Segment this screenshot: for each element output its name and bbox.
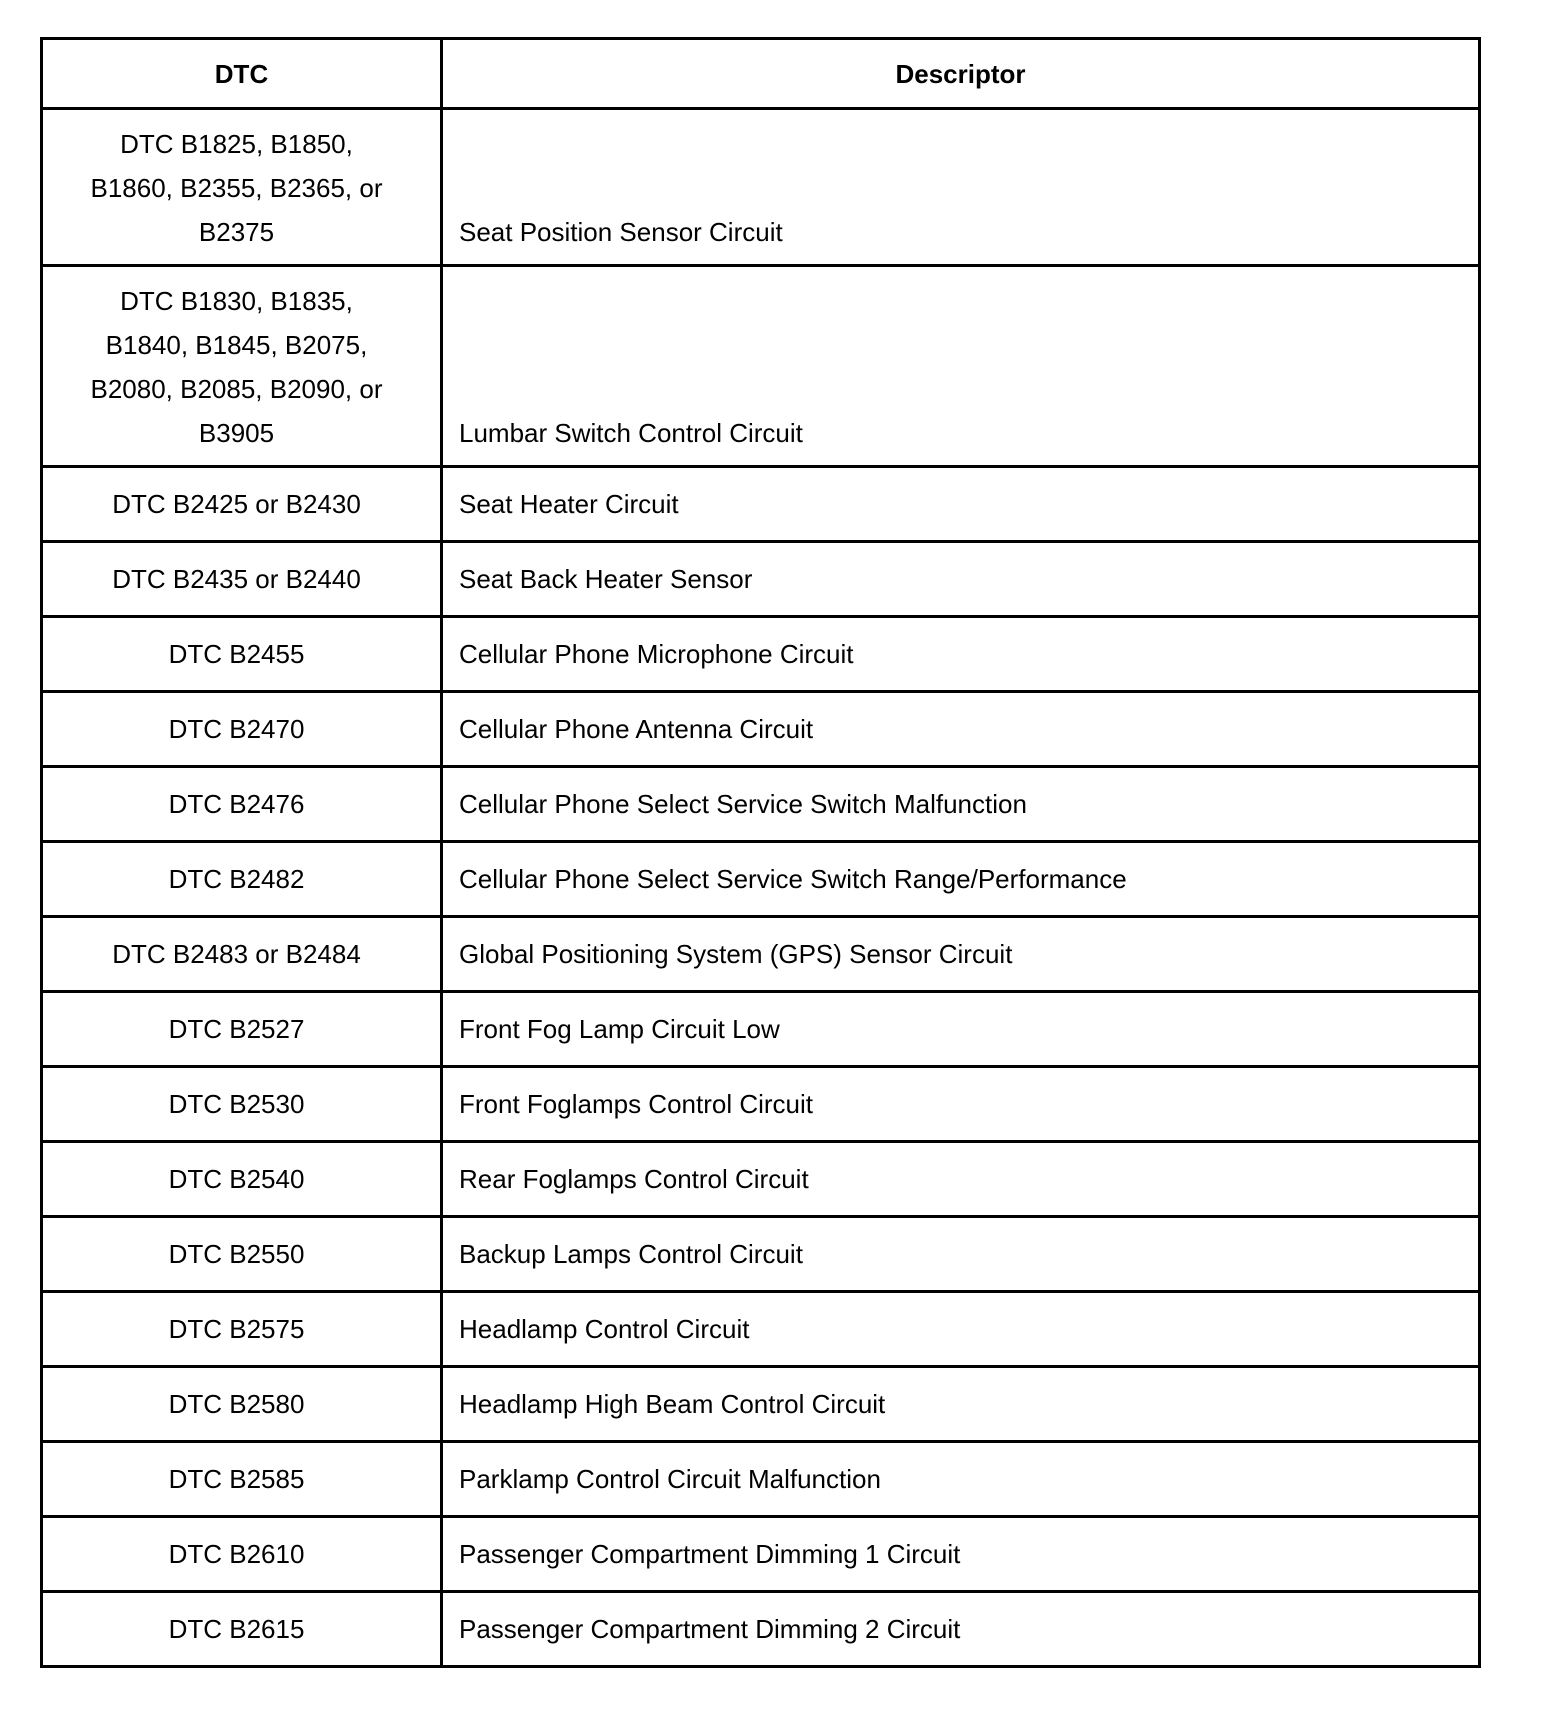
dtc-code-text: DTC B1825, B1850, bbox=[120, 129, 353, 159]
dtc-code-text: DTC B2615 bbox=[168, 1614, 305, 1644]
descriptor-cell: Global Positioning System (GPS) Sensor Circuit bbox=[442, 917, 1480, 992]
table-row bbox=[42, 842, 1480, 917]
dtc-code-text: DTC B2530 bbox=[168, 1089, 305, 1119]
dtc-cell bbox=[42, 109, 442, 266]
dtc-code-text: DTC B2455 bbox=[168, 639, 305, 669]
table-row bbox=[42, 1142, 1480, 1217]
dtc-cell bbox=[42, 1367, 442, 1442]
descriptor-cell: Cellular Phone Microphone Circuit bbox=[442, 617, 1480, 692]
table-row bbox=[42, 109, 1480, 266]
descriptor-cell: Headlamp High Beam Control Circuit bbox=[442, 1367, 1480, 1442]
descriptor-cell: Lumbar Switch Control Circuit bbox=[442, 266, 1480, 467]
dtc-code-text: DTC B2425 or B2430 bbox=[112, 489, 361, 519]
dtc-code-text: B1840, B1845, B2075, bbox=[105, 330, 368, 360]
table-row bbox=[42, 767, 1480, 842]
table-row bbox=[42, 542, 1480, 617]
dtc-code-text: DTC B2527 bbox=[168, 1014, 305, 1044]
dtc-code-text: DTC B2540 bbox=[168, 1164, 305, 1194]
dtc-cell bbox=[42, 467, 442, 542]
table-row bbox=[42, 917, 1480, 992]
dtc-code-text: DTC B2483 or B2484 bbox=[112, 939, 361, 969]
descriptor-cell: Front Foglamps Control Circuit bbox=[442, 1067, 1480, 1142]
dtc-cell bbox=[42, 1517, 442, 1592]
table-row bbox=[42, 1217, 1480, 1292]
dtc-cell bbox=[42, 842, 442, 917]
dtc-code-text: DTC B2610 bbox=[168, 1539, 305, 1569]
dtc-code-text: B3905 bbox=[198, 418, 275, 448]
table-header-row bbox=[42, 39, 1480, 109]
descriptor-cell: Rear Foglamps Control Circuit bbox=[442, 1142, 1480, 1217]
descriptor-cell: Seat Position Sensor Circuit bbox=[442, 109, 1480, 266]
table-row bbox=[42, 467, 1480, 542]
dtc-cell bbox=[42, 1217, 442, 1292]
descriptor-column-header: Descriptor bbox=[442, 39, 1480, 109]
dtc-cell bbox=[42, 1442, 442, 1517]
dtc-cell bbox=[42, 917, 442, 992]
descriptor-cell: Passenger Compartment Dimming 2 Circuit bbox=[442, 1592, 1480, 1667]
dtc-cell bbox=[42, 992, 442, 1067]
dtc-code-text: DTC B2580 bbox=[168, 1389, 305, 1419]
descriptor-cell: Cellular Phone Select Service Switch Range/Performance bbox=[442, 842, 1480, 917]
table-row bbox=[42, 1367, 1480, 1442]
dtc-cell bbox=[42, 1292, 442, 1367]
dtc-code-text: DTC B2585 bbox=[168, 1464, 305, 1494]
dtc-cell bbox=[42, 1592, 442, 1667]
descriptor-cell: Seat Back Heater Sensor bbox=[442, 542, 1480, 617]
table-row bbox=[42, 266, 1480, 467]
table-row bbox=[42, 1442, 1480, 1517]
table-body bbox=[42, 109, 1480, 1667]
table-row bbox=[42, 992, 1480, 1067]
dtc-cell bbox=[42, 542, 442, 617]
dtc-table bbox=[40, 37, 1481, 1668]
dtc-code-text: B2375 bbox=[198, 217, 275, 247]
dtc-cell bbox=[42, 1142, 442, 1217]
dtc-cell bbox=[42, 692, 442, 767]
table-row bbox=[42, 617, 1480, 692]
dtc-code-text: B2080, B2085, B2090, or bbox=[90, 374, 383, 404]
dtc-code-text: B1860, B2355, B2365, or bbox=[90, 173, 383, 203]
descriptor-cell: Cellular Phone Select Service Switch Malfunction bbox=[442, 767, 1480, 842]
dtc-code-text: DTC B2550 bbox=[168, 1239, 305, 1269]
dtc-cell bbox=[42, 617, 442, 692]
descriptor-cell: Backup Lamps Control Circuit bbox=[442, 1217, 1480, 1292]
dtc-code-text: DTC B2476 bbox=[168, 789, 305, 819]
dtc-cell bbox=[42, 767, 442, 842]
descriptor-cell: Cellular Phone Antenna Circuit bbox=[442, 692, 1480, 767]
descriptor-cell: Passenger Compartment Dimming 1 Circuit bbox=[442, 1517, 1480, 1592]
dtc-code-text: DTC B2470 bbox=[168, 714, 305, 744]
descriptor-cell: Headlamp Control Circuit bbox=[442, 1292, 1480, 1367]
dtc-code-text: DTC B1830, B1835, bbox=[120, 286, 353, 316]
table-row bbox=[42, 1067, 1480, 1142]
descriptor-cell: Front Fog Lamp Circuit Low bbox=[442, 992, 1480, 1067]
table-row bbox=[42, 1592, 1480, 1667]
dtc-cell bbox=[42, 266, 442, 467]
table-row bbox=[42, 1292, 1480, 1367]
dtc-column-header: DTC bbox=[42, 39, 442, 109]
descriptor-cell: Parklamp Control Circuit Malfunction bbox=[442, 1442, 1480, 1517]
descriptor-cell: Seat Heater Circuit bbox=[442, 467, 1480, 542]
table-row bbox=[42, 692, 1480, 767]
dtc-code-text: DTC B2575 bbox=[168, 1314, 305, 1344]
dtc-cell bbox=[42, 1067, 442, 1142]
dtc-code-text: DTC B2482 bbox=[168, 864, 305, 894]
table-row bbox=[42, 1517, 1480, 1592]
dtc-code-text: DTC B2435 or B2440 bbox=[112, 564, 361, 594]
